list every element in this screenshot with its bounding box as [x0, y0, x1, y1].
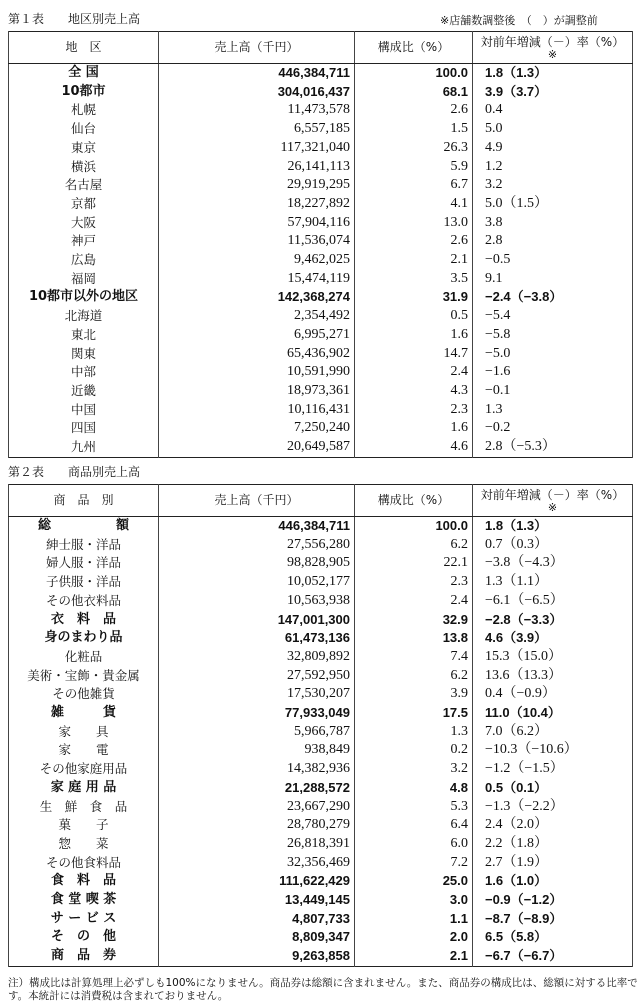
row-label: 全 国	[9, 64, 159, 83]
row-growth: 0.4	[473, 101, 633, 120]
table-row	[9, 854, 633, 873]
row-growth: 1.2	[473, 158, 633, 177]
table-row	[9, 517, 633, 536]
row-growth: −10.3（−10.6）	[473, 741, 633, 760]
row-ratio: 4.8	[355, 779, 473, 798]
row-ratio: 4.3	[355, 382, 473, 401]
table-row	[9, 685, 633, 704]
row-growth: 13.6（13.3）	[473, 667, 633, 686]
row-sales: 7,250,240	[159, 419, 355, 438]
row-label: そ の 他	[9, 928, 159, 947]
row-label: 菓 子	[9, 816, 159, 835]
header-ratio: 構成比（%）	[355, 485, 473, 517]
row-ratio: 4.6	[355, 438, 473, 457]
row-ratio: 22.1	[355, 554, 473, 573]
row-label: 惣 菜	[9, 835, 159, 854]
row-growth: 11.0（10.4）	[473, 704, 633, 723]
header-growth	[473, 485, 633, 517]
table-row	[9, 101, 633, 120]
row-sales: 147,001,300	[159, 611, 355, 630]
row-label: 子供服・洋品	[9, 573, 159, 592]
row-label: 家 庭 用 品	[9, 779, 159, 798]
table-row	[9, 891, 633, 910]
row-sales: 8,809,347	[159, 928, 355, 947]
row-sales: 117,321,040	[159, 139, 355, 158]
row-ratio: 26.3	[355, 139, 473, 158]
table-row	[9, 307, 633, 326]
row-label: 京都	[9, 195, 159, 214]
row-label: 雑 貨	[9, 704, 159, 723]
row-label: 神戸	[9, 232, 159, 251]
row-growth: 4.6（3.9）	[473, 629, 633, 648]
row-ratio: 6.2	[355, 667, 473, 686]
row-sales: 18,973,361	[159, 382, 355, 401]
row-sales: 11,536,074	[159, 232, 355, 251]
row-sales: 32,356,469	[159, 854, 355, 873]
row-sales: 65,436,902	[159, 345, 355, 364]
table-row	[9, 648, 633, 667]
table-row	[9, 779, 633, 798]
row-growth: 7.0（6.2）	[473, 723, 633, 742]
row-label: 総 額	[9, 517, 159, 536]
row-label: 生 鮮 食 品	[9, 798, 159, 817]
row-growth: −8.7（−8.9）	[473, 910, 633, 929]
table-row	[9, 536, 633, 555]
table-row	[9, 438, 633, 457]
row-ratio: 32.9	[355, 611, 473, 630]
row-sales: 2,354,492	[159, 307, 355, 326]
row-growth: 3.2	[473, 176, 633, 195]
row-sales: 26,818,391	[159, 835, 355, 854]
row-ratio: 13.8	[355, 629, 473, 648]
row-sales: 10,563,938	[159, 592, 355, 611]
row-sales: 10,052,177	[159, 573, 355, 592]
row-ratio: 5.3	[355, 798, 473, 817]
table-row	[9, 382, 633, 401]
row-label: その他家庭用品	[9, 760, 159, 779]
footnote: 注）構成比は計算処理上必ずしも100%になりません。商品券は総額に含まれません。また、商品券の構成比は、総額に対する比率です。本統計には消費税は含まれておりません。	[8, 977, 638, 1002]
row-label: 東京	[9, 139, 159, 158]
row-ratio: 0.5	[355, 307, 473, 326]
table-row	[9, 741, 633, 760]
table-row	[9, 158, 633, 177]
row-ratio: 17.5	[355, 704, 473, 723]
row-sales: 32,809,892	[159, 648, 355, 667]
row-growth: −5.0	[473, 345, 633, 364]
row-growth: −6.7（−6.7）	[473, 947, 633, 966]
table-row	[9, 872, 633, 891]
table-row	[9, 176, 633, 195]
row-sales: 5,966,787	[159, 723, 355, 742]
row-sales: 21,288,572	[159, 779, 355, 798]
row-growth: −0.9（−1.2）	[473, 891, 633, 910]
row-label: 紳士服・洋品	[9, 536, 159, 555]
row-ratio: 1.5	[355, 120, 473, 139]
row-ratio: 0.2	[355, 741, 473, 760]
row-label: その他衣料品	[9, 592, 159, 611]
row-sales: 15,474,119	[159, 270, 355, 289]
row-sales: 10,116,431	[159, 401, 355, 420]
row-growth: −0.5	[473, 251, 633, 270]
table-row	[9, 947, 633, 966]
row-sales: 77,933,049	[159, 704, 355, 723]
row-ratio: 2.0	[355, 928, 473, 947]
row-growth: 1.8（1.3）	[473, 517, 633, 536]
row-growth: 0.7（0.3）	[473, 536, 633, 555]
row-label: 家 具	[9, 723, 159, 742]
row-sales: 17,530,207	[159, 685, 355, 704]
row-ratio: 5.9	[355, 158, 473, 177]
row-growth: −0.2	[473, 419, 633, 438]
row-growth: −5.8	[473, 326, 633, 345]
row-growth: −1.6	[473, 363, 633, 382]
row-ratio: 7.4	[355, 648, 473, 667]
row-label: 北海道	[9, 307, 159, 326]
row-label: 四国	[9, 419, 159, 438]
row-sales: 11,473,578	[159, 101, 355, 120]
table-row	[9, 363, 633, 382]
row-label: 東北	[9, 326, 159, 345]
table-row	[9, 667, 633, 686]
header-growth-label: 対前年増減（－）率（%）	[480, 488, 625, 502]
row-growth: 3.9（3.7）	[473, 83, 633, 102]
row-sales: 10,591,990	[159, 363, 355, 382]
row-sales: 446,384,711	[159, 64, 355, 83]
row-growth: −1.2（−1.5）	[473, 760, 633, 779]
table-row	[9, 83, 633, 102]
row-sales: 13,449,145	[159, 891, 355, 910]
row-growth: 1.8（1.3）	[473, 64, 633, 83]
row-label: 札幌	[9, 101, 159, 120]
row-label: 仙台	[9, 120, 159, 139]
table-row	[9, 345, 633, 364]
row-growth: 4.9	[473, 139, 633, 158]
row-ratio: 100.0	[355, 517, 473, 536]
row-growth: 6.5（5.8）	[473, 928, 633, 947]
row-sales: 9,263,858	[159, 947, 355, 966]
table-row	[9, 195, 633, 214]
table-row	[9, 629, 633, 648]
row-sales: 23,667,290	[159, 798, 355, 817]
header-growth	[473, 32, 633, 64]
row-label: 広島	[9, 251, 159, 270]
row-sales: 9,462,025	[159, 251, 355, 270]
row-ratio: 68.1	[355, 83, 473, 102]
row-growth: 2.7（1.9）	[473, 854, 633, 873]
row-label: 身のまわり品	[9, 629, 159, 648]
row-label: 衣 料 品	[9, 611, 159, 630]
row-sales: 18,227,892	[159, 195, 355, 214]
row-ratio: 13.0	[355, 214, 473, 233]
table2-caption: 第２表 商品別売上高	[8, 465, 141, 479]
row-ratio: 1.1	[355, 910, 473, 929]
row-ratio: 1.3	[355, 723, 473, 742]
row-sales: 111,622,429	[159, 872, 355, 891]
row-sales: 26,141,113	[159, 158, 355, 177]
row-growth: 15.3（15.0）	[473, 648, 633, 667]
row-growth: −1.3（−2.2）	[473, 798, 633, 817]
row-sales: 6,557,185	[159, 120, 355, 139]
row-growth: −0.1	[473, 382, 633, 401]
row-growth: 1.6（1.0）	[473, 872, 633, 891]
header-growth-mark: ※	[547, 501, 558, 514]
table-row	[9, 270, 633, 289]
row-sales: 4,807,733	[159, 910, 355, 929]
table-row	[9, 835, 633, 854]
table-row	[9, 798, 633, 817]
row-label: 10都市以外の地区	[9, 288, 159, 307]
row-ratio: 3.5	[355, 270, 473, 289]
header-growth-mark: ※	[547, 48, 558, 61]
row-ratio: 25.0	[355, 872, 473, 891]
row-label: 婦人服・洋品	[9, 554, 159, 573]
row-growth: −2.4（−3.8）	[473, 288, 633, 307]
row-ratio: 2.6	[355, 232, 473, 251]
row-growth: −5.4	[473, 307, 633, 326]
row-ratio: 31.9	[355, 288, 473, 307]
regional-sales-table	[8, 31, 633, 458]
row-label: 食 料 品	[9, 872, 159, 891]
row-sales: 14,382,936	[159, 760, 355, 779]
table-row	[9, 723, 633, 742]
row-growth: 1.3（1.1）	[473, 573, 633, 592]
row-sales: 27,556,280	[159, 536, 355, 555]
row-growth: 2.8	[473, 232, 633, 251]
row-sales: 28,780,279	[159, 816, 355, 835]
row-label: 中国	[9, 401, 159, 420]
header-region: 地 区	[9, 32, 159, 64]
row-label: 近畿	[9, 382, 159, 401]
row-label: その他食料品	[9, 854, 159, 873]
table-row	[9, 326, 633, 345]
table-row	[9, 611, 633, 630]
table-row	[9, 419, 633, 438]
row-ratio: 7.2	[355, 854, 473, 873]
row-label: 九州	[9, 438, 159, 457]
row-ratio: 1.6	[355, 326, 473, 345]
header-sales: 売上高（千円）	[159, 32, 355, 64]
table-row	[9, 401, 633, 420]
table-row	[9, 704, 633, 723]
row-ratio: 6.7	[355, 176, 473, 195]
row-label: 商 品 券	[9, 947, 159, 966]
row-ratio: 2.1	[355, 251, 473, 270]
row-label: 10都市	[9, 83, 159, 102]
row-ratio: 100.0	[355, 64, 473, 83]
row-ratio: 6.4	[355, 816, 473, 835]
row-ratio: 3.2	[355, 760, 473, 779]
row-ratio: 6.2	[355, 536, 473, 555]
table-row	[9, 928, 633, 947]
row-ratio: 6.0	[355, 835, 473, 854]
row-label: 横浜	[9, 158, 159, 177]
row-sales: 20,649,587	[159, 438, 355, 457]
row-ratio: 2.3	[355, 573, 473, 592]
row-growth: −3.8（−4.3）	[473, 554, 633, 573]
table-row	[9, 816, 633, 835]
row-sales: 27,592,950	[159, 667, 355, 686]
table-row	[9, 139, 633, 158]
row-growth: 3.8	[473, 214, 633, 233]
header-growth-label: 対前年増減（－）率（%）	[480, 35, 625, 49]
row-label: 食 堂 喫 茶	[9, 891, 159, 910]
table-row	[9, 910, 633, 929]
row-ratio: 2.4	[355, 592, 473, 611]
product-sales-table	[8, 484, 633, 967]
table-row	[9, 64, 633, 83]
row-ratio: 3.9	[355, 685, 473, 704]
table1-caption: 第１表 地区別売上高	[8, 12, 141, 26]
row-sales: 142,368,274	[159, 288, 355, 307]
row-label: 化粧品	[9, 648, 159, 667]
header-sales: 売上高（千円）	[159, 485, 355, 517]
row-ratio: 4.1	[355, 195, 473, 214]
row-growth: 9.1	[473, 270, 633, 289]
table-row	[9, 214, 633, 233]
row-label: 福岡	[9, 270, 159, 289]
table-row	[9, 232, 633, 251]
row-ratio: 2.6	[355, 101, 473, 120]
row-growth: 2.4（2.0）	[473, 816, 633, 835]
table-row	[9, 554, 633, 573]
row-ratio: 14.7	[355, 345, 473, 364]
row-ratio: 2.1	[355, 947, 473, 966]
row-growth: 5.0	[473, 120, 633, 139]
row-growth: −2.8（−3.3）	[473, 611, 633, 630]
row-growth: −6.1（−6.5）	[473, 592, 633, 611]
row-ratio: 1.6	[355, 419, 473, 438]
row-growth: 1.3	[473, 401, 633, 420]
row-label: その他雑貨	[9, 685, 159, 704]
row-sales: 304,016,437	[159, 83, 355, 102]
table1-note: ※店舗数調整後 （ ）が調整前	[440, 14, 598, 27]
row-label: 関東	[9, 345, 159, 364]
row-label: 名古屋	[9, 176, 159, 195]
row-label: 美術・宝飾・貴金属	[9, 667, 159, 686]
row-growth: 5.0（1.5）	[473, 195, 633, 214]
row-sales: 29,919,295	[159, 176, 355, 195]
row-label: 家 電	[9, 741, 159, 760]
table-row	[9, 120, 633, 139]
table-row	[9, 573, 633, 592]
header-product: 商 品 別	[9, 485, 159, 517]
row-ratio: 2.4	[355, 363, 473, 382]
table-row	[9, 760, 633, 779]
row-label: 大阪	[9, 214, 159, 233]
table-row	[9, 592, 633, 611]
row-growth: 2.8（−5.3）	[473, 438, 633, 457]
row-sales: 98,828,905	[159, 554, 355, 573]
row-growth: 0.4（−0.9）	[473, 685, 633, 704]
row-sales: 6,995,271	[159, 326, 355, 345]
row-label: サ ー ビ ス	[9, 910, 159, 929]
row-sales: 446,384,711	[159, 517, 355, 536]
row-sales: 57,904,116	[159, 214, 355, 233]
row-growth: 2.2（1.8）	[473, 835, 633, 854]
row-label: 中部	[9, 363, 159, 382]
header-ratio: 構成比（%）	[355, 32, 473, 64]
row-ratio: 2.3	[355, 401, 473, 420]
table-row	[9, 288, 633, 307]
row-sales: 938,849	[159, 741, 355, 760]
row-growth: 0.5（0.1）	[473, 779, 633, 798]
row-sales: 61,473,136	[159, 629, 355, 648]
row-ratio: 3.0	[355, 891, 473, 910]
table-row	[9, 251, 633, 270]
